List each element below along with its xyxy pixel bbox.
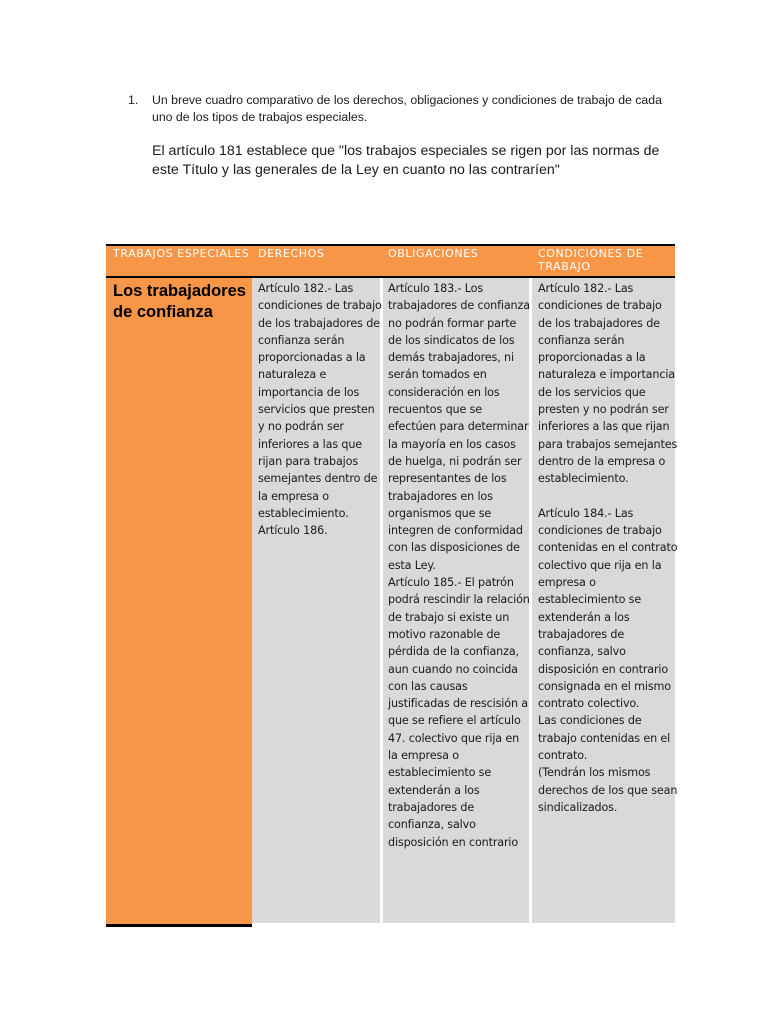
intro-question [128, 92, 668, 126]
header-condiciones: CONDICIONES DE TRABAJO [538, 247, 644, 273]
condiciones-text-2: Artículo 184.- Las condiciones de trabajo contenidas en el contrato colectivo que rija en la empresa o establecimiento se extenderán a los trabajadores de confianza, salvo disposición en contrario consignada en el mismo contrato colectivo. [538, 506, 678, 711]
list-number: 1. [128, 93, 139, 107]
quote-paragraph: El artículo 181 establece que "los trabajos especiales se rigen por las normas de este Título y las generales de la Ley en cuanto no las contraríen" [152, 143, 660, 178]
condiciones-cell [538, 280, 678, 816]
category-cell-bottom-border [106, 924, 252, 927]
header-obligaciones: OBLIGACIONES [388, 247, 479, 260]
obligaciones-text-2: Artículo 185.- El patrón podrá rescindir la relación de trabajo si existe un motivo razonable de pérdida de la confianza, aun cuando no coincida con las causas justificadas de rescisión a que se refiere el artículo 47. colectivo que rija en la empresa o establecimiento se extenderán a los trabajadores de confianza, salvo disposición en contrario [388, 576, 530, 849]
header-trabajos-especiales: TRABAJOS ESPECIALES [113, 247, 250, 260]
condiciones-text-4: (Tendrán los mismos derechos de los que sean sindicalizados. [538, 766, 678, 814]
condiciones-text-1: Artículo 182.- Las condiciones de trabajo de los trabajadores de confianza serán proporcionadas a la naturaleza e importancia de los servicios que presten y no podrán ser inferiores a las que rijan para trabajos semejantes dentro de la empresa o establecimiento. [538, 282, 678, 486]
condiciones-text-3: Las condiciones de trabajo contenidas en el contrato. [538, 714, 671, 763]
question-text: Un breve cuadro comparativo de los derechos, obligaciones y condiciones de trabajo de cada uno de los tipos de trabajos especiales. [152, 93, 662, 124]
obligaciones-text: Artículo 183.- Los trabajadores de confianza no podrán formar parte de los sindicatos de los demás trabajadores, ni serán tomados en consideración en los recuentos que se efectúen para determinar la mayoría en los casos de huelga, ni podrán ser representantes de los trabajadores en los organismos que se integren de conformidad con las disposiciones de esta Ley. [388, 282, 530, 572]
derechos-text: Artículo 182.- Las condiciones de trabajo de los trabajadores de confianza serán proporcionadas a la naturaleza e importancia de los servicios que presten y no podrán ser inferiores a las que rijan para trabajos semejantes dentro de la empresa o establecimiento. Artículo 186. [258, 282, 382, 538]
category-cell [106, 278, 252, 926]
category-title: Los trabajadores de confianza [113, 282, 246, 321]
table-header-row [106, 244, 675, 278]
obligaciones-cell [388, 280, 530, 851]
derechos-cell [258, 280, 382, 539]
header-derechos: DERECHOS [258, 247, 325, 260]
